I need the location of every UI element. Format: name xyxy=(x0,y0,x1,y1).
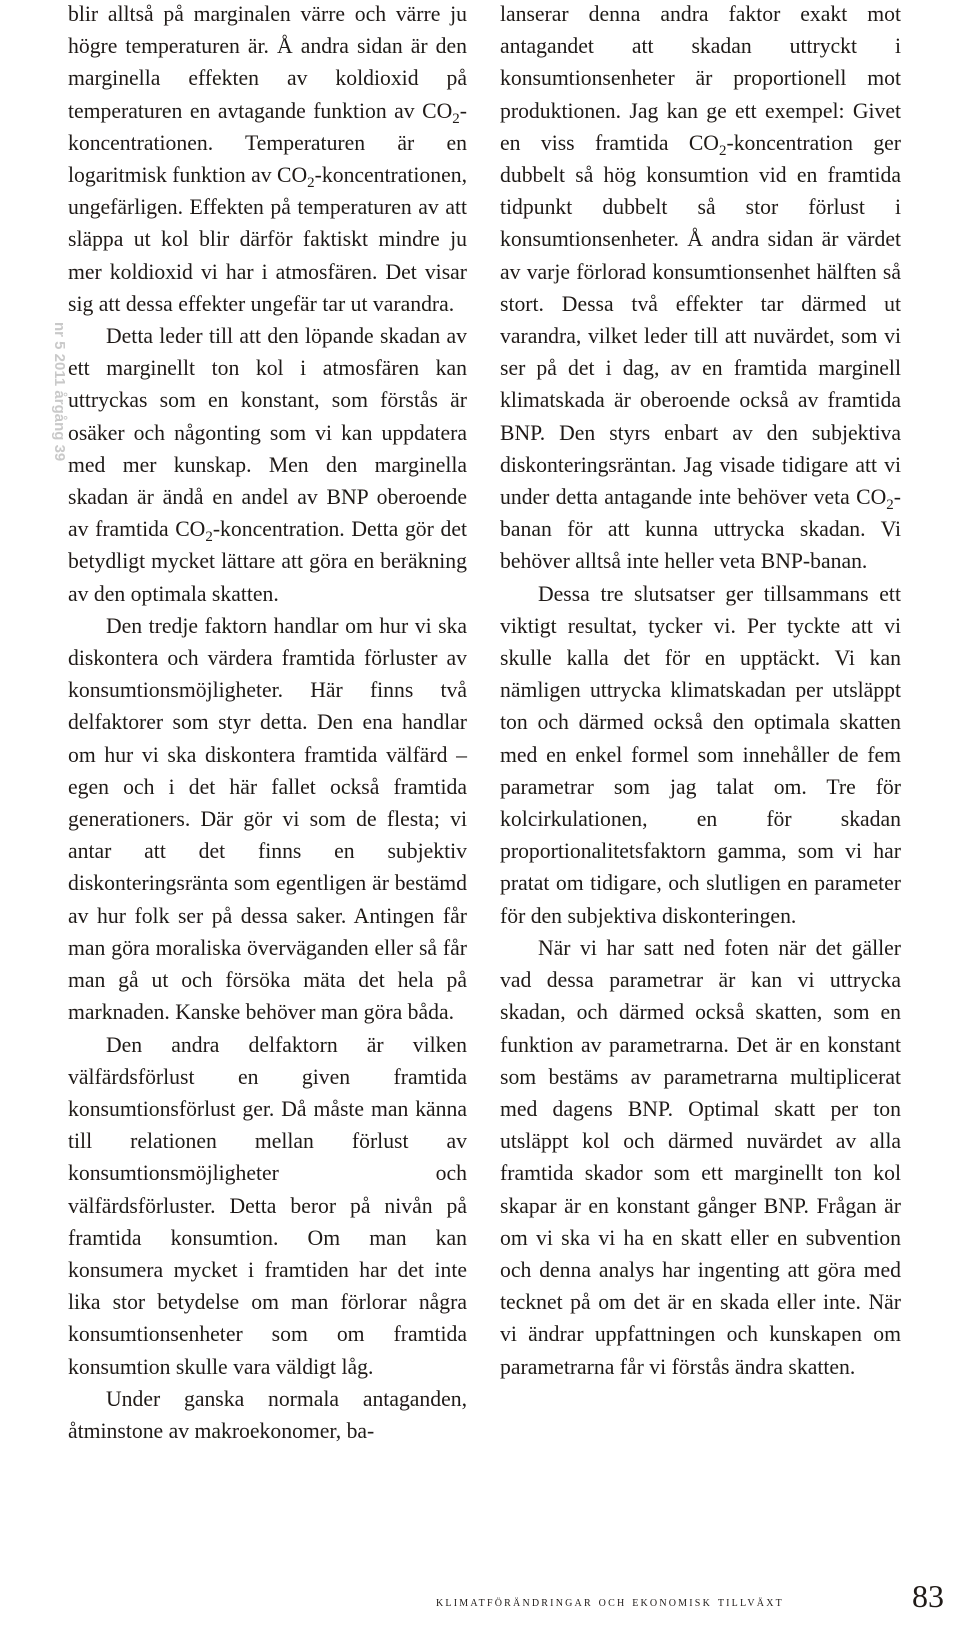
text-run: -koncentration ger dubbelt så hög konsumtion vid en framtida tidpunkt dubbelt så stor förlust i konsumtionsenheter. Å andra sidan är värdet av varje förlorad konsumtionsenhet hälften så stort. Dessa två effekter tar därmed ut varandra, vilket leder till att nuvärdet, som vi ser på det i dag, av en framtida marginell klimatskada är oberoende också av framtida BNP. Den styrs enbart av den subjektiva diskonteringsräntan. Jag visade tidigare att vi under detta antagande inte behöver veta CO xyxy=(500,130,902,510)
running-footer-title: klimatförändringar och ekonomisk tillväxt xyxy=(436,1594,784,1610)
subscript: 2 xyxy=(886,497,894,514)
text-run: Detta leder till att den löpande skadan av ett marginellt ton kol i atmosfären kan uttryckas som en konstant, som förstås är osäker och någonting som vi kan uppdatera med mer kunskap. Men den marginella skadan är ändå en andel av BNP oberoende av framtida CO xyxy=(68,324,467,542)
text-run: -banan för att kunna uttrycka skadan. Vi behöver alltså inte heller veta BNP-banan. xyxy=(500,485,901,574)
text-run: -koncentrationen, ungefärligen. Effekten på temperaturen av att släppa ut kol blir därför faktiskt mindre ju mer koldioxid vi har i atmosfären. Det visar sig att dessa effekter ungefär tar ut varandra. xyxy=(68,163,468,316)
page-number: 83 xyxy=(912,1578,944,1614)
text-run: -koncentrationen. Temperaturen är en logaritmisk funktion av CO xyxy=(68,98,467,188)
left-paragraph-1 xyxy=(68,0,467,320)
text-run: -koncentration. Detta gör det betydligt mycket lättare att göra en beräkning av den optimala skatten. xyxy=(68,517,467,606)
left-paragraph-3: Den tredje faktorn handlar om hur vi ska diskontera och värdera framtida förluster av konsumtionsmöjligheter. Här finns två delfaktorer som styr detta. Den ena handlar om hur vi ska diskontera framtida välfärd – egen och i det här fallet också framtida generationers. Där gör vi som de flesta; vi antar att det finns en subjektiv diskonteringsränta som egentligen är bestämd av hur folk ser på dessa saker. Antingen får man göra moraliska överväganden eller så får man gå ut och försöka mäta det hela på marknaden. Kanske behöver man göra båda. xyxy=(68,613,467,1025)
right-paragraph-3: När vi har satt ned foten när det gäller vad dessa parametrar är kan vi uttrycka skadan, och därmed också skatten, som en funktion av parametrarna. Det är en konstant som bestäms av parametrarna multiplicerat med dagens BNP. Optimal skatt per ton utsläppt kol och därmed nuvärdet av alla framtida skador som ett marginellt ton kol skapar är en konstant gånger BNP. Frågan är om vi ska vi ha en skatt eller en subvention och denna analys har ingenting att göra med tecknet på om det är en skada eller inte. När vi ändrar uppfattningen och kunskapen om parametrarna får vi förstås ändra skatten. xyxy=(500,935,901,1379)
text-run: lanserar denna andra faktor exakt mot antagandet att skadan uttryckt i konsumtionsenheter är proportionell mot produktionen. Jag kan ge ett exempel: Givet en viss framtida CO xyxy=(500,2,901,155)
subscript: 2 xyxy=(452,110,460,127)
issue-side-label: nr 5 2011 årgång 39 xyxy=(51,322,68,462)
left-paragraph-2 xyxy=(68,320,467,610)
subscript: 2 xyxy=(307,175,315,192)
text-run: blir alltså på marginalen värre och värre ju högre temperaturen är. Å andra sidan är den marginella effekten av koldioxid på temperaturen en avtagande funktion av CO xyxy=(68,2,467,123)
right-paragraph-1 xyxy=(500,0,901,578)
left-paragraph-5: Under ganska normala antaganden, åtminstone av makroekonomer, ba- xyxy=(68,1386,467,1443)
right-text-column xyxy=(500,0,901,1383)
left-paragraph-4: Den andra delfaktorn är vilken välfärdsförlust en given framtida konsumtionsförlust ger. Då måste man känna till relationen mellan förlust av konsumtionsmöjligheter och välfärdsförluster. Detta beror på nivån på framtida konsumtion. Om man kan konsumera mycket i framtiden har det inte lika stor betydelse om man förlorar några konsumtionsenheter som om framtida konsumtion skulle vara väldigt låg. xyxy=(68,1032,467,1379)
subscript: 2 xyxy=(718,142,727,159)
subscript: 2 xyxy=(205,529,213,546)
right-paragraph-2: Dessa tre slutsatser ger tillsammans ett viktigt resultat, tycker vi. Per tyckte att vi skulle kalla det för en upptäckt. Vi kan nämligen uttrycka klimatskadan per utsläppt ton och därmed också den optimala skatten med en enkel formel som innehåller de fem parametrar som jag talat om. Tre för kolcirkulationen, en för skadan proportionalitetsfaktorn gamma, som vi har pratat om tidigare, och slutligen en parameter för den subjektiva diskonteringen. xyxy=(500,581,901,928)
left-text-column xyxy=(68,0,467,1447)
